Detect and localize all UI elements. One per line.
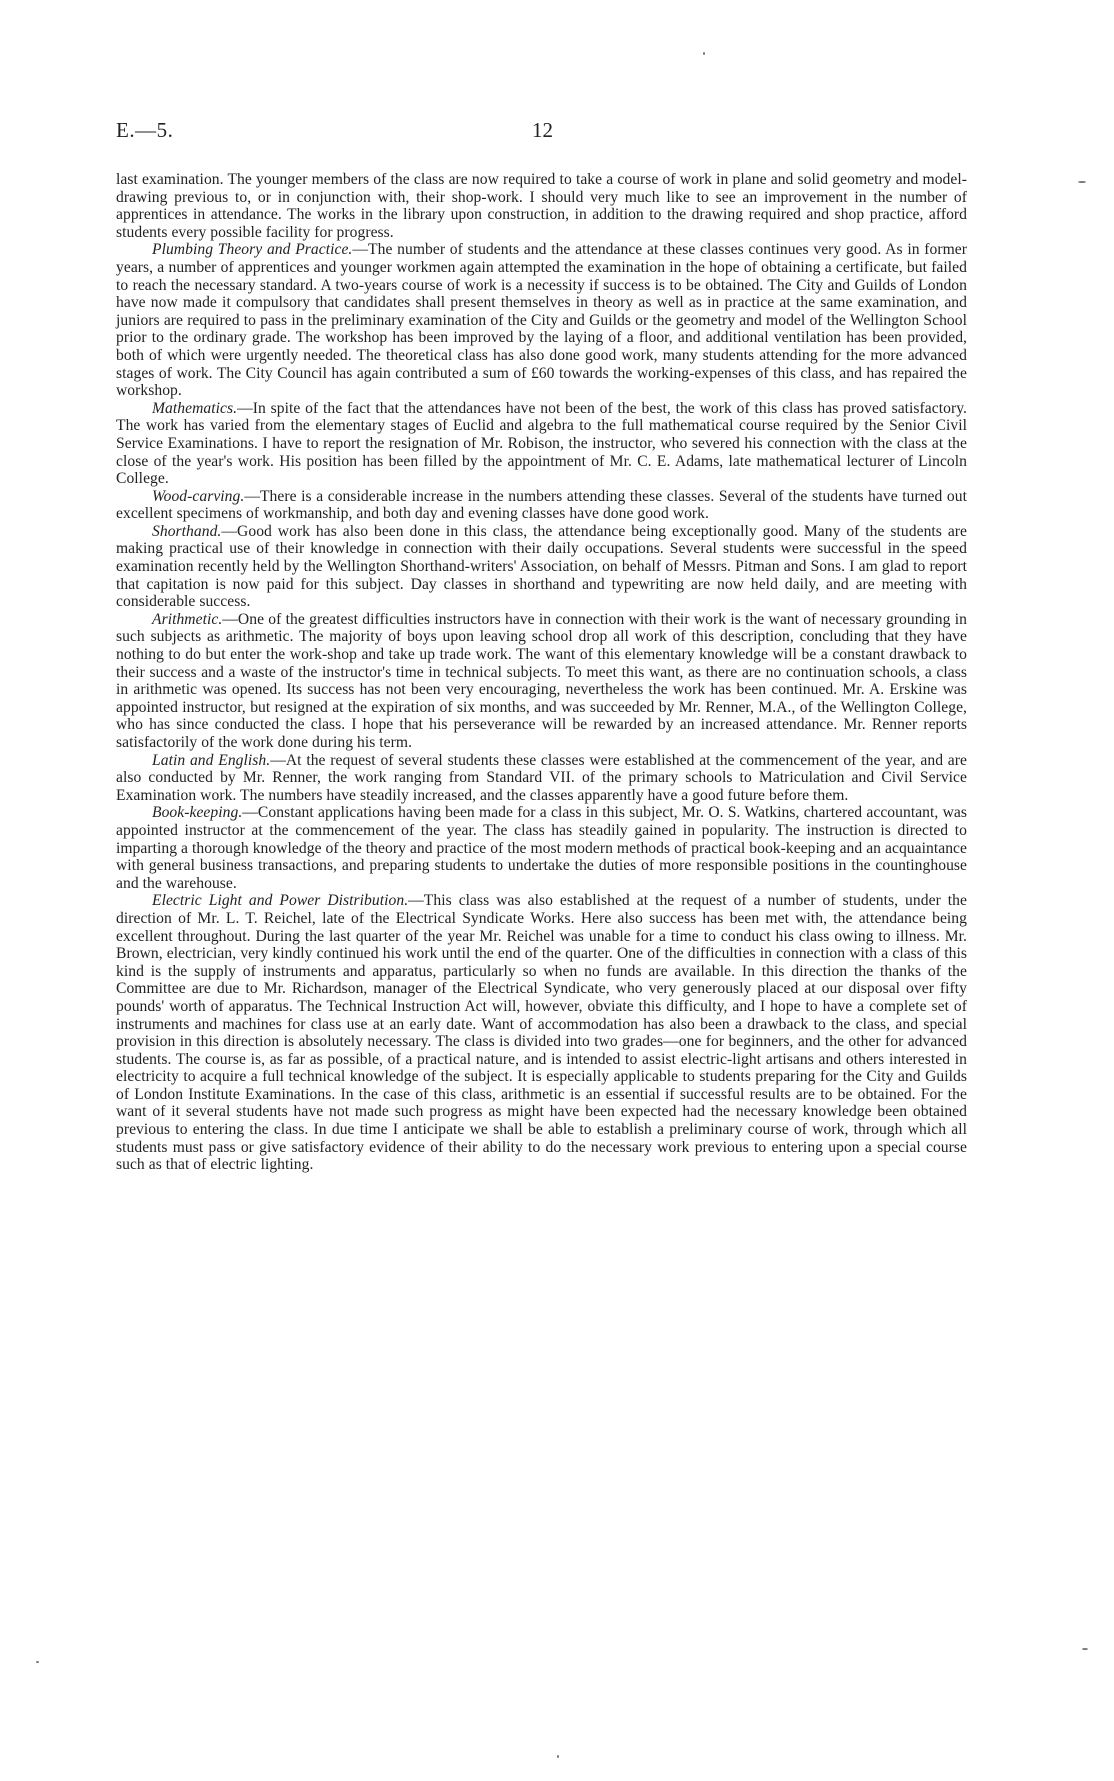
scan-speck: [36, 1661, 39, 1663]
scan-speck: [703, 52, 705, 55]
section-heading: Electric Light and Power Distribution.: [152, 892, 409, 910]
paragraph-mathematics: [116, 400, 967, 488]
paragraph-text: —In spite of the fact that the attendances have not been of the best, the work of this class has proved satisfactory. The work has varied from the elementary stages of Euclid and algebra to the full mathematical course required by the Senior Civil Service Examinations. I have to report the resignation of Mr. Robison, the instructor, who severed his connection with the class at the close of the year's work. His position has been filled by the appointment of Mr. C. E. Adams, late mathematical lecturer of Lincoln College.: [116, 399, 967, 488]
section-heading: Latin and English.: [152, 751, 271, 769]
section-heading: Shorthand.: [152, 522, 222, 540]
page-number: 12: [532, 118, 553, 142]
paragraph-text: last examination. The younger members of the class are now required to take a course of work in plane and solid geometry and model-drawing previous to, or in conjunction with, their shop-work. I should very much like to see an improvement in the number of apprentices in attendance. The works in the library upon construction, in addition to the drawing required and shop practice, afford students every possible facility for progress.: [116, 171, 967, 241]
section-heading: Arithmetic.: [152, 610, 223, 628]
paragraph-electric-light: [116, 892, 967, 1174]
section-heading: Book-keeping.: [152, 804, 243, 822]
paragraph-latin-english: [116, 752, 967, 805]
page-reference: E.—5.: [116, 118, 174, 142]
section-heading: Wood-carving.: [152, 487, 245, 505]
paragraph-text: —This class was also established at the request of a number of students, under the direction of Mr. L. T. Reichel, late of the Electrical Syndicate Works. Here also success has been met with, the attendance being excellent throughout. During the last quarter of the year Mr. Reichel was unable for a time to conduct his class owing to illness. Mr. Brown, electrician, very kindly continued his work until the end of the quarter. One of the difficulties in connection with a class of this kind is the supply of instruments and apparatus, particularly so when no funds are available. In this direction the thanks of the Committee are due to Mr. Richardson, manager of the Electrical Syndicate, who very generously placed at our disposal over fifty pounds' worth of apparatus. The Technical Instruction Act will, however, obviate this difficulty, and I hope to have a complete set of instruments and machines for class use at an early date. Want of accommodation has also been a drawback to the class, and special provision in this direction is absolutely necessary. The class is divided into two grades—one for beginners, and the other for advanced students. The course is, as far as possible, of a practical nature, and is intended to assist electric-light artisans and others interested in electricity to acquire a full technical knowledge of the subject. It is especially applicable to students preparing for the City and Guilds of London Institute Examinations. In the case of this class, arithmetic is an essential if successful results are to be obtained. For the want of it several students have not made such progress as might have been expected had the necessary knowledge been obtained previous to entering the class. In due time I anticipate we shall be able to establish a preliminary course of work, through which all students must pass or give satisfactory evidence of their ability to do the necessary work previous to entering upon a special course such as that of electric lighting.: [116, 892, 967, 1174]
paragraph-text: —The number of students and the attendance at these classes continues very good. As in former years, a number of apprentices and younger workmen again attempted the examination in the hope of obtaining a certificate, but failed to reach the necessary standard. A two-years course of work is a necessity if success is to be obtained. The City and Guilds of London have now made it compulsory that candidates shall present themselves in theory as well as in practice at the same examination, and juniors are required to pass in the preliminary examination of the City and Guilds or the geometry and model of the Wellington School prior to the ordinary grade. The workshop has been improved by the laying of a floor, and additional ventilation has been provided, both of which were urgently needed. The theoretical class has also done good work, many students attending for the more advanced stages of work. The City Council has again contributed a sum of £60 towards the working-expenses of this class, and has repaired the workshop.: [116, 241, 967, 400]
scan-speck: [557, 1755, 559, 1758]
paragraph-text: —There is a considerable increase in the numbers attending these classes. Several of the students have turned out excellent specimens of workmanship, and both day and evening classes have done good work.: [116, 487, 967, 523]
paragraph-book-keeping: [116, 804, 967, 892]
paragraph-text: —Constant applications having been made for a class in this subject, Mr. O. S. Watkins, chartered accountant, was appointed instructor at the commencement of the year. The class has steadily gained in popularity. The instruction is directed to imparting a thorough knowledge of the theory and practice of the most modern methods of practical book-keeping and an acquaintance with general business transactions, and preparing students to undertake the duties of more responsible positions in the countinghouse and the warehouse.: [116, 804, 967, 892]
paragraph-wood-carving: [116, 488, 967, 523]
paragraph-text: —Good work has also been done in this class, the attendance being exceptionally good. Many of the students are making practical use of their knowledge in connection with their daily occupations. Several students were successful in the speed examination recently held by the Wellington Shorthand-writers' Association, on behalf of Messrs. Pitman and Sons. I am glad to report that capitation is now paid for this subject. Day classes in shorthand and typewriting are now held daily, and are meeting with considerable success.: [116, 522, 967, 611]
paragraph-continued: [116, 171, 967, 241]
report-body: [116, 171, 967, 1174]
scan-speck: [1082, 1648, 1088, 1650]
paragraph-text: —At the request of several students these classes were established at the commencement of the year, and are also conducted by Mr. Renner, the work ranging from Standard VII. of the primary schools to Matriculation and Civil Service Examination work. The numbers have steadily increased, and the classes apparently have a good future before them.: [116, 751, 967, 804]
paragraph-shorthand: [116, 523, 967, 611]
paragraph-arithmetic: [116, 611, 967, 752]
paragraph-text: —One of the greatest difficulties instructors have in connection with their work is the want of necessary grounding in such subjects as arithmetic. The majority of boys upon leaving school drop all work of this description, concluding that they have nothing to do but enter the work-shop and take up trade work. The want of this elementary knowledge will be a constant drawback to their success and a waste of the instructor's time in technical subjects. To meet this want, as there are no continuation schools, a class in arithmetic was opened. Its success has not been very encouraging, nevertheless the work has been continued. Mr. A. Erskine was appointed instructor, but resigned at the expiration of six months, and was succeeded by Mr. Renner, M.A., of the Wellington College, who has since conducted the class. I hope that his perseverance will be rewarded by an increased attendance. Mr. Renner reports satisfactorily of the work done during his term.: [116, 610, 967, 751]
scan-speck: [1078, 181, 1086, 183]
paragraph-plumbing: [116, 241, 967, 399]
section-heading: Mathematics.: [152, 399, 238, 417]
section-heading: Plumbing Theory and Practice.: [152, 241, 353, 259]
